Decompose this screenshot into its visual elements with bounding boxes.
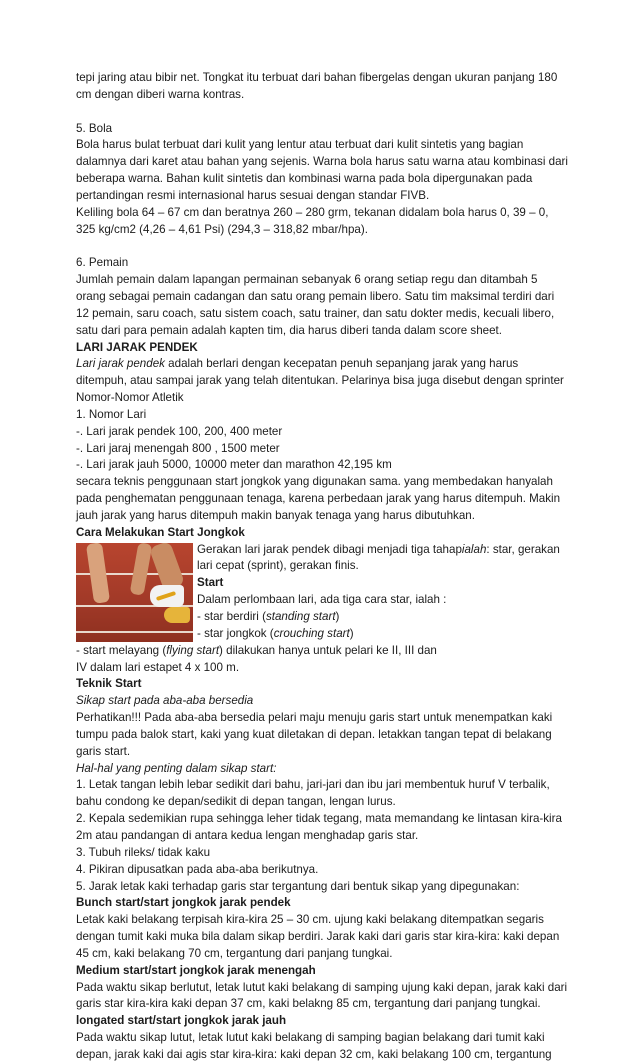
subheading-hal-penting: Hal-hal yang penting dalam sikap start: (76, 761, 277, 775)
text-span: adalah berlari dengan kecepatan penuh sepanjang jarak yang harus (164, 357, 519, 371)
text-line: 1. Nomor Lari (76, 407, 147, 421)
heading-cara-start-jongkok: Cara Melakukan Start Jongkok (76, 525, 245, 539)
text-line: tepi jaring atau bibir net. Tongkat itu terbuat dari bahan fibergelas dengan ukuran panjang 180 (76, 71, 558, 84)
text-line: Gerakan lari jarak pendek dibagi menjadi tiga tahapialah: star, gerakan (197, 542, 560, 556)
text-line: -. Lari jarak pendek 100, 200, 400 meter (76, 424, 283, 438)
text-line: depan, jarak kaki dai agis star kira-kira: kaki depan 32 cm, kaki belakang 100 cm, tergantung (76, 1047, 552, 1061)
text-line: -. Lari jaraj menengah 800 , 1500 meter (76, 441, 280, 455)
text-line (76, 356, 570, 373)
text-line: Letak kaki belakang terpisah kira-kira 25 – 30 cm. ujung kaki belakang ditempatkan segaris (76, 913, 544, 927)
image-text-block (76, 542, 570, 660)
text-line: dalamnya dari karet atau bahan yang sejenis. Warna bola harus satu warna atau kombinasi dari (76, 155, 568, 169)
text-line: Dalam perlombaan lari, ada tiga cara star, ialah : (197, 593, 447, 607)
text-line: orang sebagai pemain cadangan dan satu orang pemain libero. Satu tim maksimal terdiri dari (76, 289, 555, 303)
text-line: IV dalam lari estapet 4 x 100 m. (76, 660, 240, 674)
text-line: ditempuh, atau sampai jarak yang telah ditentukan. Pelarinya bisa juga disebut dengan sprinter (76, 374, 564, 388)
text-line: pada penghematan penggunaan tenaga, karena perbedaan jarak yang harus ditempuh. Makin (76, 492, 561, 506)
text-line: Pada waktu sikap lutut, letak lutut kaki belakang di samping bagian belakang dari tumit kaki (76, 1031, 545, 1045)
text-line: tumpu pada balok start, kaki yang kuat diletakan di depan. letakkan tangan tepat di belakang (76, 727, 552, 741)
text-line: 1. Letak tangan lebih lebar sedikit dari bahu, jari-jari dan ibu jari membentuk huruf V terbalik, (76, 778, 550, 792)
text-line: secara teknis penggunaan start jongkok yang digunakan sama. yang membedakan hanyalah (76, 475, 553, 489)
text-line: - star jongkok (crouching start) (197, 626, 354, 640)
text-line: jauh jarak yang harus ditempuh makin banyak tenaga yang harus dibutuhkan. (76, 508, 475, 522)
heading-bunch-start: Bunch start/start jongkok jarak pendek (76, 896, 291, 910)
text-line: lari cepat (sprint), gerakan finis. (197, 559, 359, 573)
text-line: dengan tumit kaki muka bila dalam sikap berdiri. Jarak kaki dari garis star kira-kira: kaki depan (76, 930, 560, 944)
sprinter-start-photo (76, 543, 193, 642)
text-line: Nomor-Nomor Atletik (76, 391, 184, 405)
text-line: - start melayang (flying start) dilakukan hanya untuk pelari ke II, III dan (76, 643, 437, 657)
document-page (76, 70, 570, 1064)
text-line: cm dengan diberi warna kontras. (76, 87, 245, 101)
text-line: -. Lari jarak jauh 5000, 10000 meter dan marathon 42,195 km (76, 458, 392, 472)
section-heading-bola: 5. Bola (76, 121, 113, 135)
heading-teknik-start: Teknik Start (76, 677, 142, 691)
text-line: beberapa warna. Bahan kulit sintetis dan kombinasi warna pada bola dipergunakan pada (76, 172, 533, 186)
heading-longated-start: longated start/start jongkok jarak jauh (76, 1014, 287, 1028)
text-line: 45 cm, kaki belakang 70 cm, tergantung dari panjang tungkai. (76, 946, 393, 960)
text-line: bahu condong ke depan/sedikit di depan tangan, lengan lurus. (76, 795, 396, 809)
text-line: 5. Jarak letak kaki terhadap garis star tergantung dari bentuk sikap yang dipegunakan: (76, 879, 520, 893)
text-line: Jumlah pemain dalam lapangan permainan sebanyak 6 orang setiap regu dan ditambah 5 (76, 273, 538, 287)
subheading-start: Start (197, 576, 224, 590)
text-line: garis start. (76, 744, 131, 758)
heading-medium-start: Medium start/start jongkok jarak menengah (76, 963, 316, 977)
text-line: garis star kira-kira kaki depan 37 cm, kaki belakng 85 cm, tergantung dari panjang tungkai. (76, 997, 541, 1011)
text-line: Keliling bola 64 – 67 cm dan beratnya 260 – 280 grm, tekanan didalam bola harus 0, 39 – 0, (76, 205, 549, 219)
text-line: pertandingan resmi internasional harus sesuai dengan standar FIVB. (76, 188, 430, 202)
italic-term: Lari jarak pendek (76, 357, 165, 371)
heading-lari-jarak-pendek: LARI JARAK PENDEK (76, 340, 198, 354)
text-line: 2. Kepala sedemikian rupa sehingga leher tidak tegang, mata memandang ke lintasan kira-kira (76, 812, 562, 826)
text-line: satu dari para pemain adalah kapten tim, dia harus diberi tanda dalam score sheet. (76, 323, 503, 337)
text-line: 12 pemain, saru coach, satu sistem coach, satu trainer, dan satu dokter medis, kecuali libero, (76, 306, 555, 320)
text-line: Pada waktu sikap berlutut, letak lutut kaki belakang di samping ujung kaki depan, jarak kaki dari (76, 980, 568, 994)
text-line: Bola harus bulat terbuat dari kulit yang lentur atau terbuat dari kulit sintetis yang bagian (76, 138, 524, 152)
text-line: 325 kg/cm2 (4,26 – 4,61 Psi) (294,3 – 318,82 mbar/hpa). (76, 222, 368, 236)
text-line: - star berdiri (standing start) (197, 610, 340, 623)
text-line: 2m atau pandangan di antara kedua lengan menghadap garis star. (76, 828, 419, 842)
text-line: Perhatikan!!! Pada aba-aba bersedia pelari maju menuju garis start untuk menempatkan kaki (76, 711, 553, 725)
text-line: 4. Pikiran dipusatkan pada aba-aba berikutnya. (76, 862, 319, 876)
subheading-sikap-start: Sikap start pada aba-aba bersedia (76, 694, 254, 708)
section-heading-pemain: 6. Pemain (76, 256, 129, 270)
text-line: 3. Tubuh rileks/ tidak kaku (76, 845, 211, 859)
